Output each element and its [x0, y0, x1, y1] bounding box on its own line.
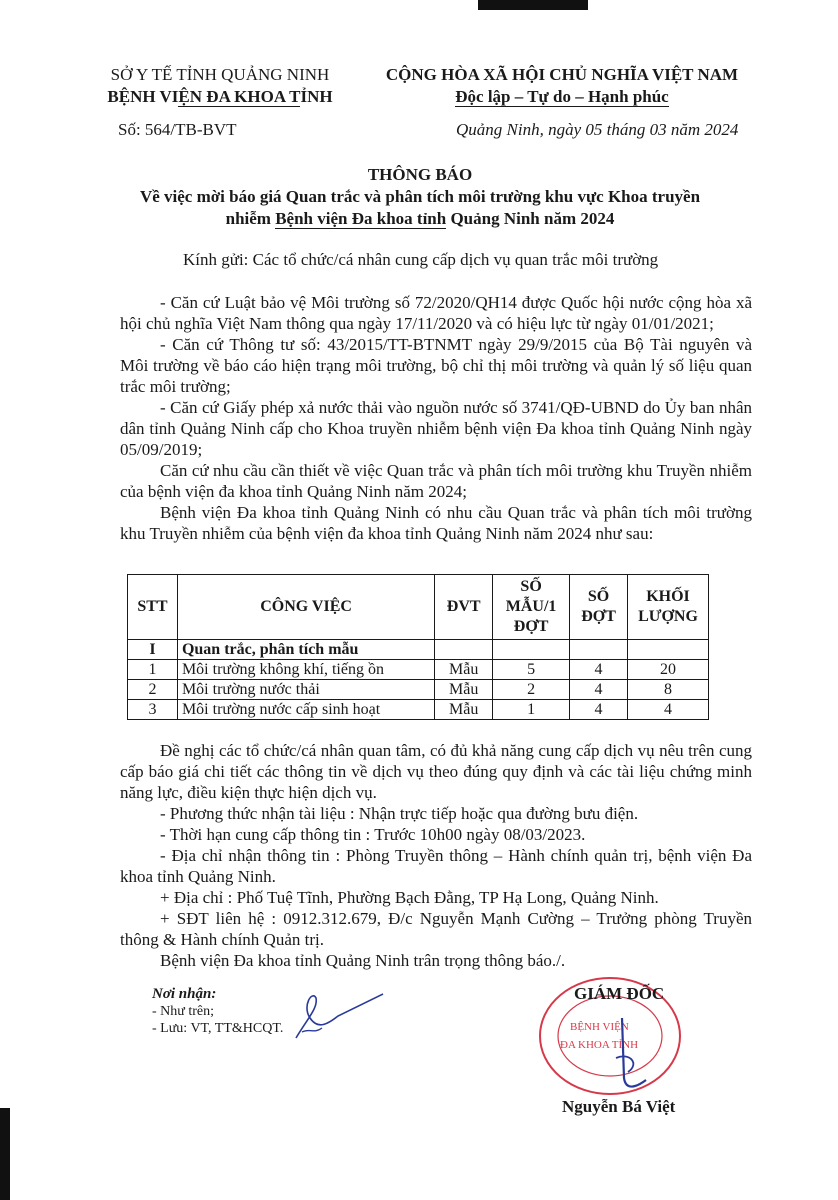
- title-subject-2: nhiễm Bệnh viện Đa khoa tỉnh Quảng Ninh năm 2024: [225, 209, 615, 228]
- issuer-department: SỞ Y TẾ TỈNH QUẢNG NINH: [110, 65, 330, 84]
- scan-edge-top: [478, 0, 588, 10]
- requirement-statement: Bệnh viện Đa khoa tỉnh Quảng Ninh có nhu cầu Quan trắc và phân tích môi trường khu Truyền nhiễm của bệnh viện đa khoa tỉnh Quảng Ninh năm 2024 như sau:: [120, 503, 752, 543]
- title-subject-1: Về việc mời báo giá Quan trắc và phân tích môi trường khu vực Khoa truyền: [139, 187, 701, 206]
- table-row: 2 Môi trường nước thải Mẫu 2 4 8: [128, 680, 709, 700]
- initials-signature: [288, 988, 388, 1048]
- place-date: Quảng Ninh, ngày 05 tháng 03 năm 2024: [456, 120, 739, 139]
- address: + Địa chỉ : Phố Tuệ Tĩnh, Phường Bạch Đằng, TP Hạ Long, Quảng Ninh.: [160, 888, 659, 907]
- seal-text-1: BỆNH VIỆN: [570, 1021, 629, 1033]
- col-stt: STT: [128, 575, 178, 640]
- greeting: Kính gửi: Các tổ chức/cá nhân cung cấp dịch vụ quan trắc môi trường: [183, 250, 659, 269]
- table-row: 3 Môi trường nước cấp sinh hoạt Mẫu 1 4 4: [128, 700, 709, 720]
- legal-basis-3: - Căn cứ Giấy phép xả nước thải vào nguồn nước số 3741/QĐ-UBND do Ủy ban nhân dân tỉnh Quảng Ninh cấp cho Khoa truyền nhiễm bệnh viện Đa khoa tỉnh Quảng Ninh ngày 05/09/2019;: [120, 398, 752, 459]
- col-samples-per-round: SỐ MẪU/1 ĐỢT: [493, 575, 570, 640]
- receiving-office: - Địa chỉ nhận thông tin : Phòng Truyền thông – Hành chính quản trị, bệnh viện Đa khoa tỉnh Quảng Ninh.: [120, 846, 752, 886]
- scan-edge-left: [0, 1108, 10, 1200]
- seal-text-2: ĐA KHOA TỈNH: [560, 1039, 639, 1051]
- col-rounds: SỐ ĐỢT: [570, 575, 628, 640]
- signer-name: Nguyễn Bá Việt: [562, 1097, 676, 1116]
- recipient-item: - Lưu: VT, TT&HCQT.: [152, 1021, 284, 1036]
- deadline: - Thời hạn cung cấp thông tin : Trước 10h00 ngày 08/03/2023.: [160, 825, 586, 844]
- legal-bases: [120, 292, 752, 544]
- national-motto-block: [362, 64, 762, 108]
- title-heading: THÔNG BÁO: [367, 165, 473, 184]
- col-unit: ĐVT: [435, 575, 493, 640]
- table-header-row: [128, 575, 709, 640]
- closing-remark: Bệnh viện Đa khoa tỉnh Quảng Ninh trân trọng thông báo./.: [160, 951, 566, 970]
- legal-basis-1: - Căn cứ Luật bảo vệ Môi trường số 72/2020/QH14 được Quốc hội nước cộng hòa xã hội chủ nghĩa Việt Nam thông qua ngày 17/11/2020 và có hiệu lực từ ngày 01/01/2021;: [120, 293, 752, 333]
- col-quantity: KHỐI LƯỢNG: [628, 575, 709, 640]
- recipient-item: - Như trên;: [152, 1004, 215, 1019]
- legal-basis-2: - Căn cứ Thông tư số: 43/2015/TT-BTNMT ngày 29/9/2015 của Bộ Tài nguyên và Môi trường về báo cáo hiện trạng môi trường, bộ chỉ thị môi trường và quản lý số liệu quan trắc môi trường;: [120, 335, 752, 396]
- document-title: [90, 164, 750, 230]
- contact: + SĐT liên hệ : 0912.312.679, Đ/c Nguyễn Mạnh Cường – Trưởng phòng Truyền thông & Hành chính Quản trị.: [120, 909, 752, 949]
- col-task: CÔNG VIỆC: [177, 575, 434, 640]
- closing-section: [120, 740, 752, 971]
- issuer-block: [80, 64, 360, 108]
- closing-request: Đề nghị các tổ chức/cá nhân quan tâm, có đủ khả năng cung cấp dịch vụ nêu trên cung cấp báo giá chi tiết các thông tin về dịch vụ theo đúng quy định và các tài liệu chứng minh năng lực, điều kiện thực hiện dịch vụ.: [120, 741, 752, 802]
- country-name: CỘNG HÒA XÃ HỘI CHỦ NGHĨA VIỆT NAM: [385, 65, 739, 84]
- document-number: Số: 564/TB-BVT: [118, 120, 237, 139]
- issuer-hospital: BỆNH VIỆN ĐA KHOA TỈNH: [107, 87, 333, 106]
- submission-method: - Phương thức nhận tài liệu : Nhận trực tiếp hoặc qua đường bưu điện.: [160, 804, 639, 823]
- motto: Độc lập – Tự do – Hạnh phúc: [455, 87, 669, 106]
- recipients-block: [152, 986, 283, 1037]
- table-section-row: I Quan trắc, phân tích mẫu: [128, 640, 709, 660]
- signer-position: GIÁM ĐỐC: [574, 984, 665, 1003]
- legal-basis-4: Căn cứ nhu cầu cần thiết về việc Quan trắc và phân tích môi trường khu Truyền nhiễm của bệnh viện đa khoa tỉnh Quảng Ninh năm 2024;: [120, 461, 752, 501]
- table-row: 1 Môi trường không khí, tiếng ồn Mẫu 5 4 20: [128, 660, 709, 680]
- recipients-heading: Nơi nhận:: [152, 986, 217, 1002]
- services-table: [127, 574, 709, 720]
